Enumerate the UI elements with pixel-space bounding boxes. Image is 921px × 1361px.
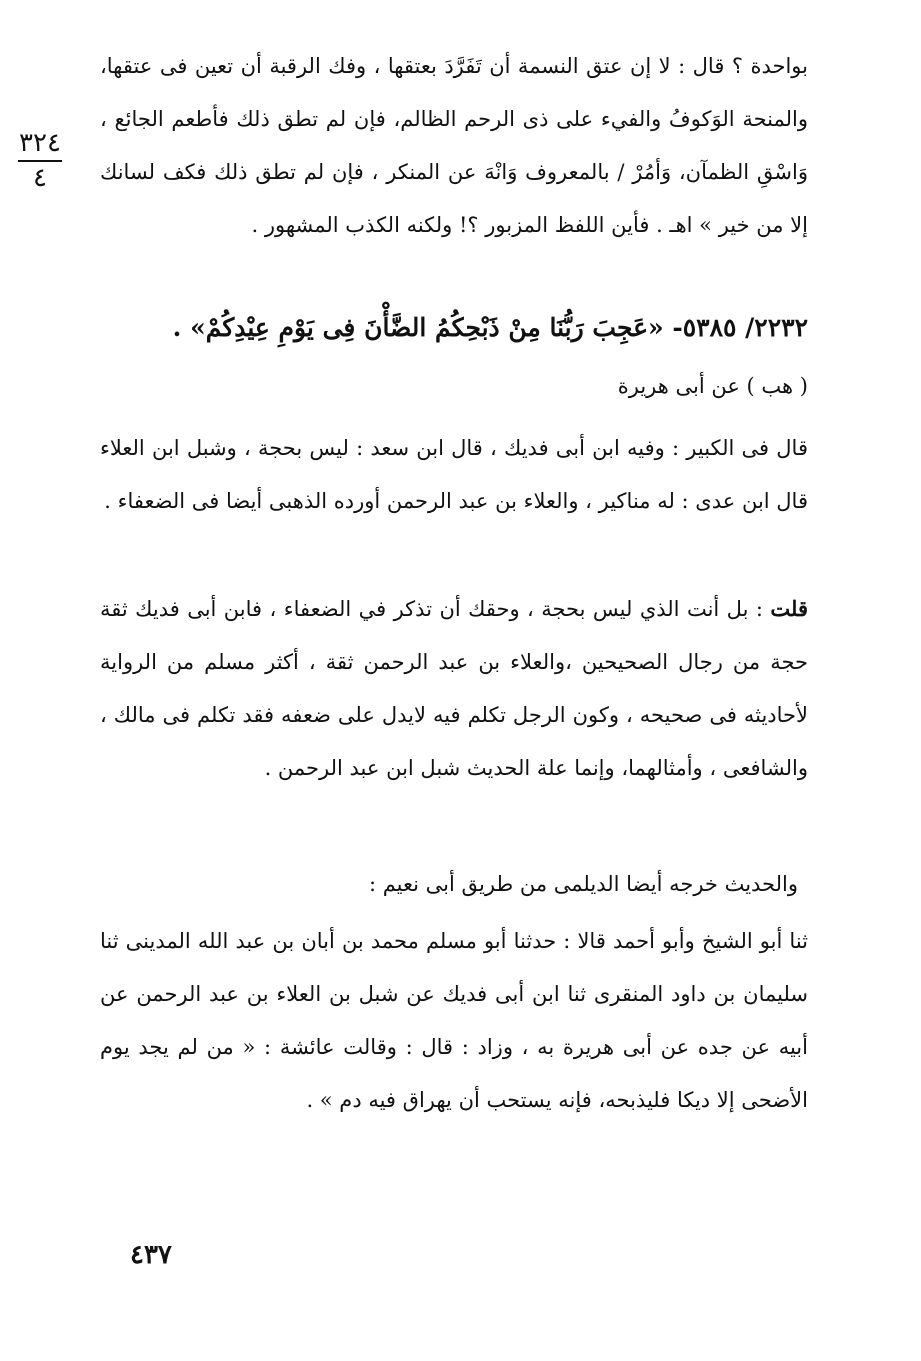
paragraph-takhrij: والحديث خرجه أيضا الديلمى من طريق أبى نعيم : xyxy=(368,872,798,896)
margin-note-rule xyxy=(18,160,62,162)
paragraph-continuation: بواحدة ؟ قال : لا إن عتق النسمة أن تَفَرَّدَ بعتقها ، وفك الرقبة أن تعين فى عتقها، والمنحة الوَكوفُ والفيء على ذى الرحم الظالم، فإن لم تطق ذلك فأطعم الجائع ، وَاسْقِ الظمآن، وَأمُرْ / بالمعروف وَانْهَ عن المنكر ، فإن لم تطق ذلك فكف لسانك إلا من خير » اهـ . فأين اللفظ المزبور ؟! ولكنه الكذب المشهور . xyxy=(100,54,808,237)
margin-note-bottom: ٤ xyxy=(33,163,47,194)
paragraph-isnad: ثنا أبو الشيخ وأبو أحمد قالا : حدثنا أبو مسلم محمد بن أبان بن عبد الله المدينى ثنا سليمان بن داود المنقرى ثنا ابن أبى فديك عن شبل بن العلاء بن عبد الرحمن عن أبيه عن جده عن أبى هريرة به ، وزاد : قال : وقالت عائشة : « من لم يجد يوم الأضحى إلا ديكا فليذبحه، فإنه يستحب أن يهراق فيه دم » . xyxy=(100,929,808,1112)
response-body: : بل أنت الذي ليس بحجة ، وحقك أن تذكر في الضعفاء ، فابن أبى فديك ثقة حجة من رجال الصحيحين ،والعلاء بن عبد الرحمن ثقة ، أكثر مسلم من الرواية لأحاديثه فى صحيحه ، وكون الرجل تكلم فيه لايدل على ضعفه فقد تكلم فى مالك ، والشافعى ، وأمثالهما، وإنما علة الحديث شبل ابن عبد الرحمن . xyxy=(100,597,808,780)
margin-volume-note xyxy=(10,130,70,193)
hadith-source: ( هب ) عن أبى هريرة xyxy=(617,374,808,398)
page-number: ٤٣٧ xyxy=(130,1240,172,1270)
paragraph-response xyxy=(100,582,808,795)
response-lead: قلت xyxy=(770,596,808,621)
paragraph-commentary: قال فى الكبير : وفيه ابن أبى فديك ، قال ابن سعد : ليس بحجة ، وشبل ابن العلاء قال ابن عدى : له مناكير ، والعلاء بن عبد الرحمن أورده الذهبى أيضا فى الضعفاء . xyxy=(100,436,808,513)
hadith-heading: ٢٢٣٢/ ٥٣٨٥- «عَجِبَ رَبُّنَا مِنْ ذَبْحِكُمُ الضَّأْنَ فِى يَوْمِ عِيْدِكُمْ» . xyxy=(172,313,808,342)
margin-note-top: ٣٢٤ xyxy=(19,128,61,158)
